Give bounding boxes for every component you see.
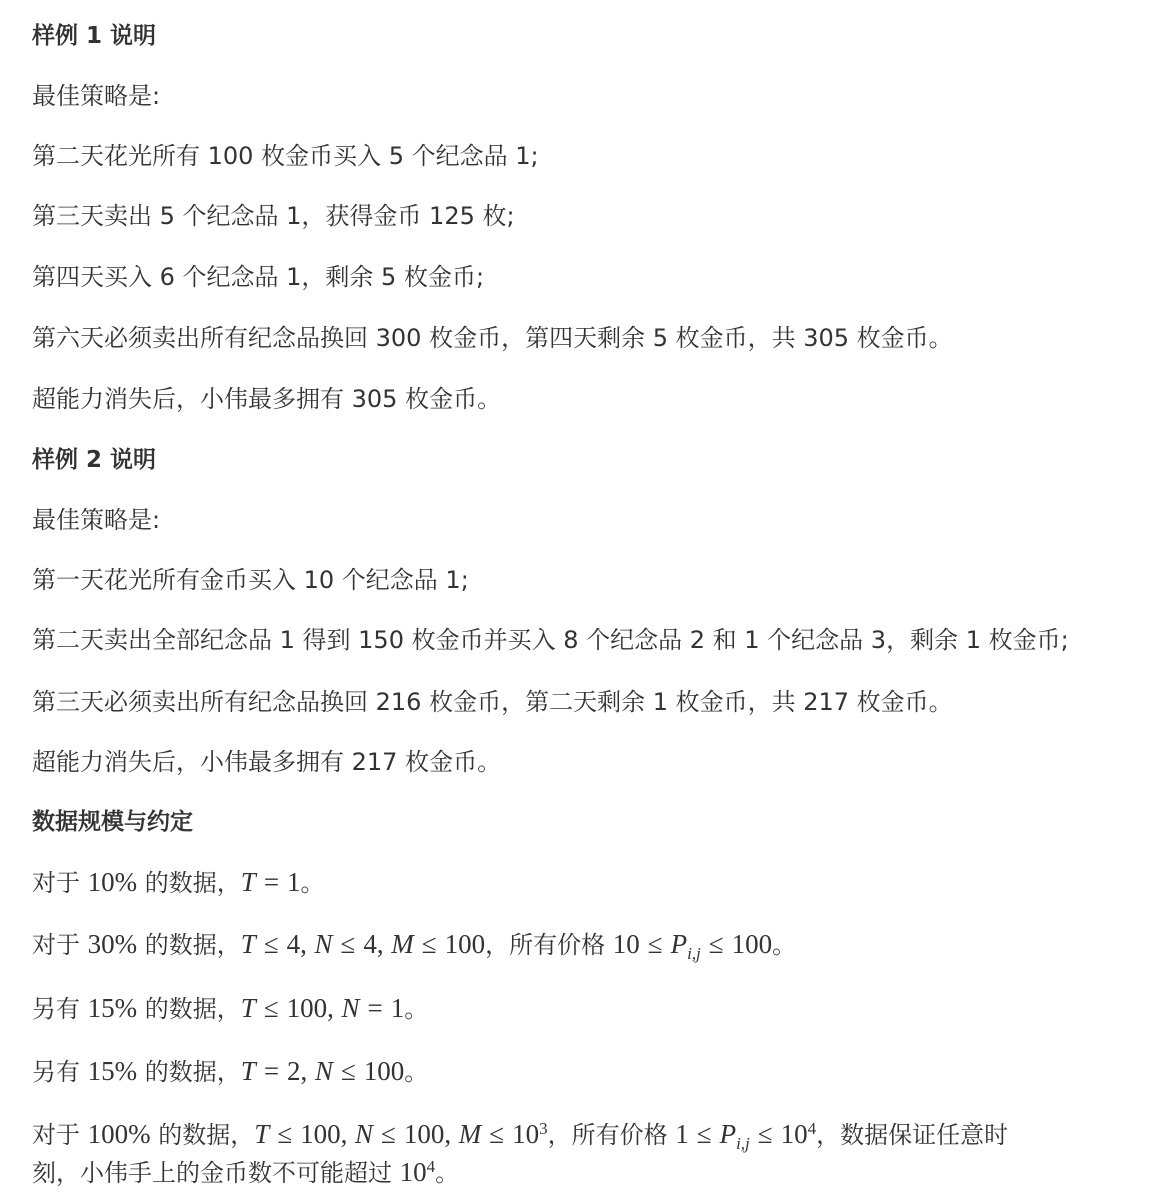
constraints-heading: 数据规模与约定 bbox=[32, 809, 193, 835]
c2-le-1: ≤ bbox=[263, 929, 279, 959]
c2-le-2: ≤ bbox=[340, 929, 356, 959]
c1-eq: = bbox=[263, 867, 280, 897]
c5-le-2: ≤ bbox=[381, 1119, 396, 1149]
c4-prefix: 另有 bbox=[32, 1058, 80, 1086]
sample1-line-5: 超能力消失后，小伟最多拥有 305 枚金币。 bbox=[32, 385, 502, 413]
sample2-heading: 样例 2 说明 bbox=[32, 447, 157, 473]
c4-hundred: 100 bbox=[363, 1056, 405, 1086]
c5-le-1: ≤ bbox=[277, 1119, 293, 1149]
c2-le-5: ≤ bbox=[708, 929, 724, 959]
sample1-line-1: 第二天花光所有 100 枚金币买入 5 个纪念品 1; bbox=[32, 142, 539, 170]
c5-le-3: ≤ bbox=[489, 1119, 505, 1149]
c3-le: ≤ bbox=[263, 993, 279, 1023]
constraint-1 bbox=[32, 866, 325, 899]
c2-var-p: P bbox=[670, 929, 688, 959]
c5-var-t: T bbox=[254, 1119, 270, 1149]
constraint-3 bbox=[32, 992, 428, 1025]
c5-ten-1: 10 bbox=[512, 1119, 540, 1149]
sample1-line-3: 第四天买入 6 个纪念品 1，剩余 5 枚金币; bbox=[32, 263, 485, 291]
c2-percent: 30% bbox=[87, 929, 138, 959]
c3-mid: 的数据， bbox=[144, 995, 241, 1023]
sample1-line-2: 第三天卖出 5 个纪念品 1，获得金币 125 枚; bbox=[32, 202, 515, 230]
sample2-line-3: 第三天必须卖出所有纪念品换回 216 枚金币，第二天剩余 1 枚金币，共 217 枚金币。 bbox=[32, 688, 953, 716]
c3-one: 1 bbox=[390, 993, 405, 1023]
c5-hundred-1: 100 bbox=[300, 1119, 341, 1149]
c5-le-4: ≤ bbox=[696, 1119, 712, 1149]
constraint-4 bbox=[32, 1055, 428, 1088]
sample2-line-4: 超能力消失后，小伟最多拥有 217 枚金币。 bbox=[32, 748, 502, 776]
constraint-5-continued bbox=[32, 1156, 459, 1189]
c2-comma-1: , bbox=[300, 929, 307, 959]
sample1-intro: 最佳策略是: bbox=[32, 82, 161, 110]
c1-prefix: 对于 bbox=[32, 869, 80, 897]
c2-comma-2: , bbox=[376, 929, 384, 959]
c3-end: 。 bbox=[404, 995, 429, 1023]
c1-mid: 的数据， bbox=[144, 869, 241, 897]
c4-var-t: T bbox=[240, 1056, 256, 1086]
c3-prefix: 另有 bbox=[32, 995, 80, 1023]
c5-hundred-2: 100 bbox=[403, 1119, 445, 1149]
c4-comma: , bbox=[300, 1056, 308, 1086]
c5-var-m: M bbox=[458, 1119, 482, 1149]
c2-var-t: T bbox=[240, 929, 256, 959]
sample1-line-4: 第六天必须卖出所有纪念品换回 300 枚金币，第四天剩余 5 枚金币，共 305 枚金币。 bbox=[32, 324, 953, 352]
c5-comma-1: , bbox=[340, 1119, 348, 1149]
c2-four-1: 4 bbox=[286, 929, 301, 959]
c1-percent: 10% bbox=[87, 867, 138, 897]
c2-hundred-2: 100 bbox=[731, 929, 773, 959]
c2-prefix: 对于 bbox=[32, 931, 80, 959]
c4-percent: 15% bbox=[87, 1056, 138, 1086]
c2-end: 。 bbox=[772, 931, 797, 959]
c5-line2: 刻，小伟手上的金币数不可能超过 bbox=[32, 1159, 392, 1187]
c1-value: 1 bbox=[287, 867, 301, 897]
c5-end: 。 bbox=[435, 1159, 460, 1187]
c5-tail: ，数据保证任意时 bbox=[816, 1121, 1009, 1149]
c5-prefix: 对于 bbox=[32, 1121, 80, 1149]
c5-percent: 100% bbox=[87, 1119, 151, 1149]
constraint-2 bbox=[32, 928, 796, 961]
sample1-heading: 样例 1 说明 bbox=[32, 23, 157, 49]
c5-subscript: i,j bbox=[736, 1133, 750, 1153]
c2-le-4: ≤ bbox=[647, 929, 663, 959]
constraint-5 bbox=[32, 1118, 1008, 1151]
c5-var-n: N bbox=[355, 1119, 374, 1149]
c2-four-2: 4 bbox=[363, 929, 377, 959]
c5-ten-3: 10 bbox=[399, 1157, 427, 1187]
c5-price-text: ，所有价格 bbox=[547, 1121, 668, 1149]
c4-mid: 的数据， bbox=[144, 1058, 241, 1086]
c4-end: 。 bbox=[404, 1058, 429, 1086]
c5-exp-4a: 4 bbox=[807, 1119, 817, 1138]
sample2-line-1: 第一天花光所有金币买入 10 个纪念品 1; bbox=[32, 566, 469, 594]
c3-eq: = bbox=[367, 993, 383, 1023]
c3-var-n: N bbox=[341, 993, 360, 1023]
sample2-line-2: 第二天卖出全部纪念品 1 得到 150 枚金币并买入 8 个纪念品 2 和 1 个纪念品 3，剩余 1 枚金币; bbox=[32, 626, 1069, 654]
c2-price-text: ，所有价格 bbox=[485, 931, 606, 959]
sample2-intro: 最佳策略是: bbox=[32, 506, 161, 534]
c2-ten: 10 bbox=[612, 929, 640, 959]
c2-mid: 的数据， bbox=[144, 931, 241, 959]
c4-eq: = bbox=[263, 1056, 280, 1086]
c5-mid: 的数据， bbox=[158, 1121, 255, 1149]
c5-exp-3: 3 bbox=[539, 1119, 548, 1138]
c4-le: ≤ bbox=[340, 1056, 356, 1086]
c4-var-n: N bbox=[314, 1056, 333, 1086]
c3-var-t: T bbox=[240, 993, 256, 1023]
c5-comma-2: , bbox=[444, 1119, 452, 1149]
c5-exp-4b: 4 bbox=[426, 1157, 436, 1176]
c2-var-m: M bbox=[391, 929, 414, 959]
c3-percent: 15% bbox=[87, 993, 138, 1023]
c4-two: 2 bbox=[287, 1056, 301, 1086]
c1-end: 。 bbox=[300, 869, 325, 897]
c2-var-n: N bbox=[314, 929, 333, 959]
c1-var-t: T bbox=[240, 867, 256, 897]
c5-var-p: P bbox=[719, 1119, 737, 1149]
c3-comma: , bbox=[327, 993, 334, 1023]
c2-subscript: i,j bbox=[687, 943, 701, 963]
c5-le-5: ≤ bbox=[757, 1119, 773, 1149]
c3-hundred: 100 bbox=[286, 993, 328, 1023]
c2-hundred-1: 100 bbox=[444, 929, 486, 959]
c5-ten-2: 10 bbox=[780, 1119, 808, 1149]
c2-le-3: ≤ bbox=[421, 929, 437, 959]
c5-one: 1 bbox=[675, 1119, 689, 1149]
